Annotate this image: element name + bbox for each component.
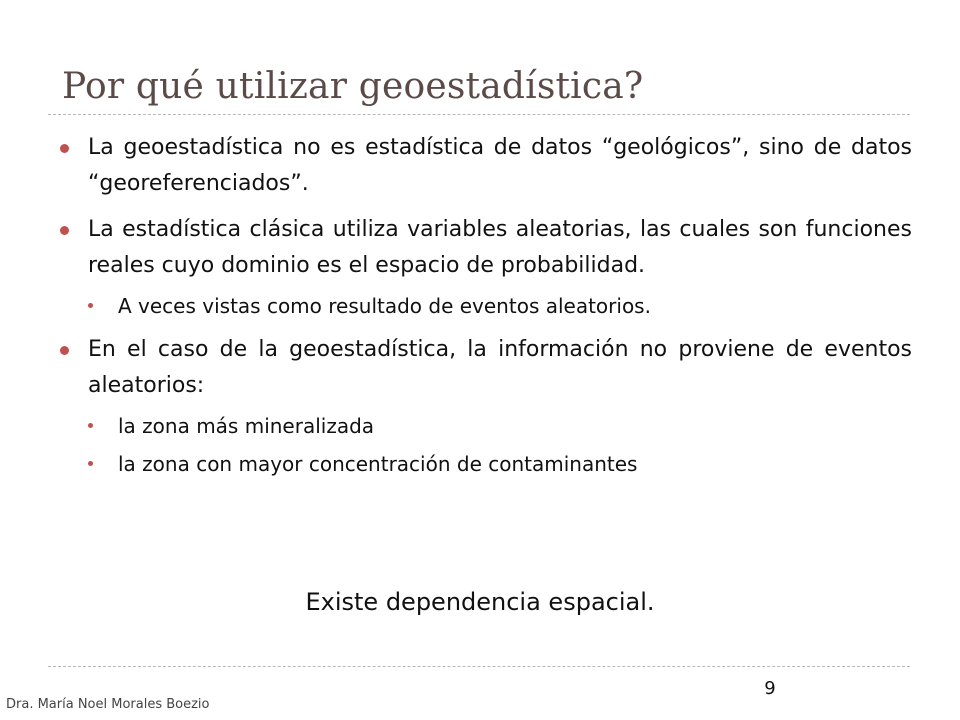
sub-bullet-item: [88, 290, 912, 322]
bullet-dot-icon: [60, 144, 69, 153]
sub-bullet-dot-icon: [88, 461, 93, 466]
sub-bullet-text: A veces vistas como resultado de eventos aleatorios.: [118, 294, 651, 318]
conclusion-text: Existe dependencia espacial.: [305, 588, 655, 616]
bullet-item: [60, 130, 912, 202]
sub-bullet-item: [88, 448, 912, 480]
bullet-dot-icon: [60, 346, 69, 355]
sub-bullet-dot-icon: [88, 423, 93, 428]
author-footer: Dra. María Noel Morales Boezio: [6, 697, 210, 712]
bullet-item: [60, 332, 912, 480]
sub-bullet-item: [88, 410, 912, 442]
bullet-text: La geoestadística no es estadística de datos “geológicos”, sino de datos “georeferenciados”.: [88, 135, 912, 196]
sub-bullet-text: la zona con mayor concentración de contaminantes: [118, 452, 638, 476]
page-number: 9: [764, 678, 776, 699]
bullet-text: En el caso de la geoestadística, la información no proviene de eventos aleatorios:: [88, 337, 912, 398]
bullet-text: La estadística clásica utiliza variables aleatorias, las cuales son funciones reales cuyo dominio es el espacio de probabilidad.: [88, 217, 912, 278]
bullet-list: [60, 130, 912, 490]
sub-bullet-text: la zona más mineralizada: [118, 414, 375, 438]
sub-bullet-dot-icon: [88, 303, 93, 308]
sub-bullet-list: [88, 290, 912, 322]
footer-divider: [48, 666, 910, 667]
bullet-dot-icon: [60, 226, 69, 235]
sub-bullet-list: [88, 410, 912, 480]
slide-title: Por qué utilizar geoestadística?: [62, 66, 644, 107]
bullet-item: [60, 212, 912, 322]
title-divider: [48, 114, 910, 115]
